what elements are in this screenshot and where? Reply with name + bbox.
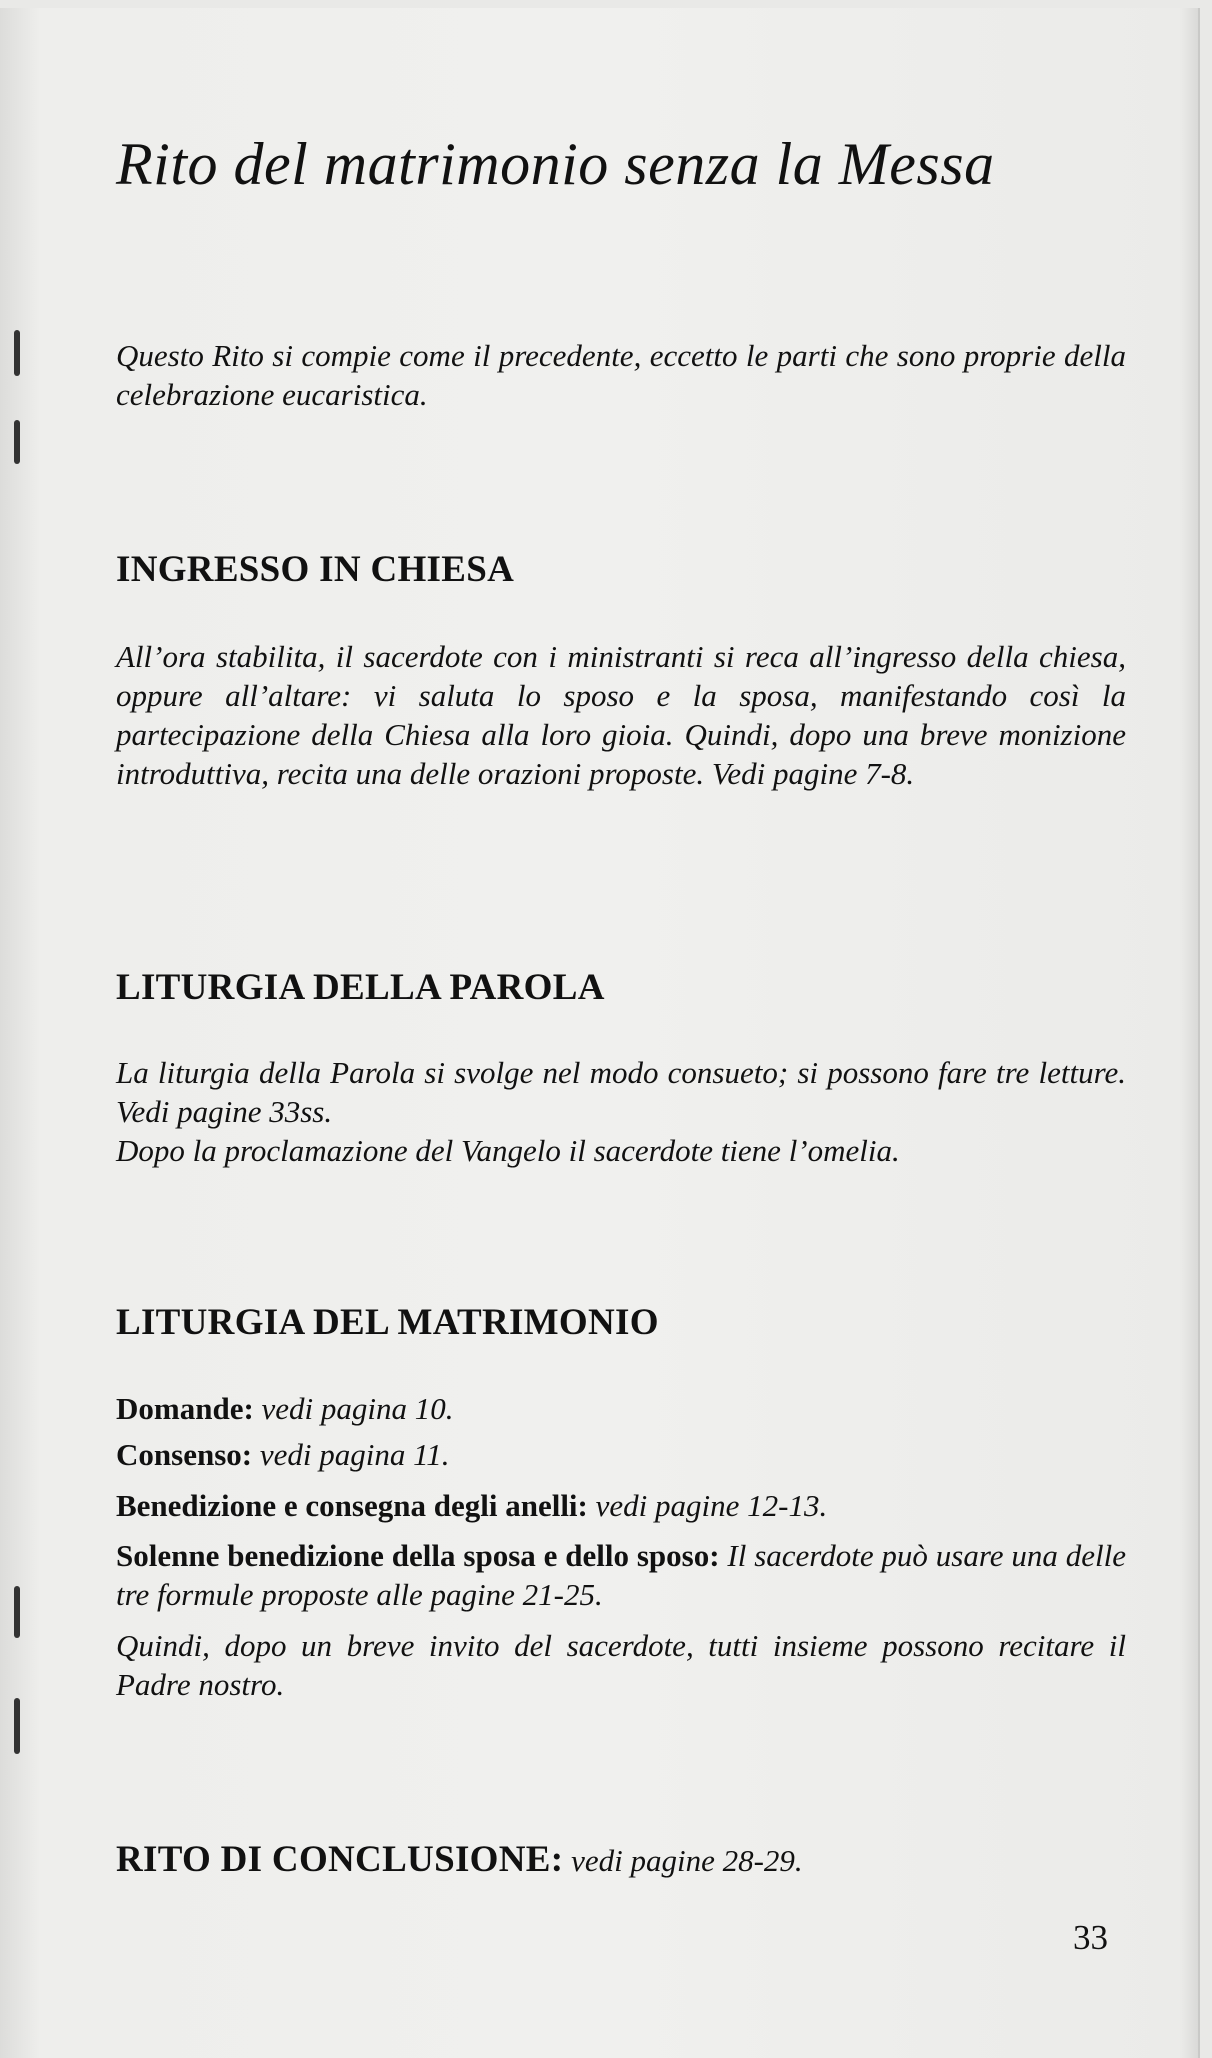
heading-conclusione: RITO DI CONCLUSIONE: (116, 1839, 564, 1880)
binding-stitch (14, 420, 20, 464)
list-item-anelli (116, 1486, 1126, 1525)
padre-nostro-text: Quindi, dopo un breve invito del sacerdote, tutti insieme possono recitare il Padre nostro. (116, 1628, 1126, 1702)
item-label: Benedizione e consegna degli anelli: (116, 1488, 588, 1523)
item-text: vedi pagina 10. (261, 1391, 454, 1426)
page-number: 33 (1073, 1918, 1108, 1957)
item-label: Solenne benedizione della sposa e dello sposo: (116, 1538, 720, 1573)
item-text: vedi pagine 12-13. (595, 1488, 828, 1523)
heading-ingresso: INGRESSO IN CHIESA (116, 549, 515, 590)
ingresso-text: All’ora stabilita, il sacerdote con i ministranti si reca all’ingresso della chiesa, oppure all’altare: vi saluta lo sposo e la sposa, manifestando così la partecipazione della Chiesa alla loro gioia. Quindi, dopo una breve monizione introduttiva, recita una delle orazioni proposte. Vedi pagine 7-8. (116, 639, 1126, 791)
conclusione-line (116, 1840, 1126, 1880)
page-title: Rito del matrimonio senza la Messa (116, 131, 995, 197)
heading-parola: LITURGIA DELLA PAROLA (116, 967, 605, 1008)
heading-matrimonio: LITURGIA DEL MATRIMONIO (116, 1302, 659, 1343)
binding-stitch (14, 330, 20, 376)
binding-stitch (14, 1698, 20, 1754)
list-item-benedizione (116, 1536, 1126, 1614)
item-label: Domande: (116, 1391, 254, 1426)
list-item-consenso (116, 1435, 1126, 1474)
binding-stitch (14, 1586, 20, 1638)
parola-omelia-text: Dopo la proclamazione del Vangelo il sacerdote tiene l’omelia. (116, 1133, 900, 1168)
parola-text: La liturgia della Parola si svolge nel modo consueto; si possono fare tre letture. Vedi pagine 33ss. (116, 1055, 1126, 1129)
item-label: Consenso: (116, 1437, 253, 1472)
item-text: Il sacerdote può usare una delle tre formule proposte alle pagine 21-25. (116, 1538, 1127, 1612)
conclusione-text: vedi pagine 28-29. (571, 1843, 803, 1878)
list-item-domande (116, 1389, 1126, 1428)
item-text: vedi pagina 11. (259, 1437, 450, 1472)
book-page (0, 8, 1200, 2058)
intro-text: Questo Rito si compie come il precedente, eccetto le parti che sono proprie della celebrazione eucaristica. (116, 338, 1126, 412)
